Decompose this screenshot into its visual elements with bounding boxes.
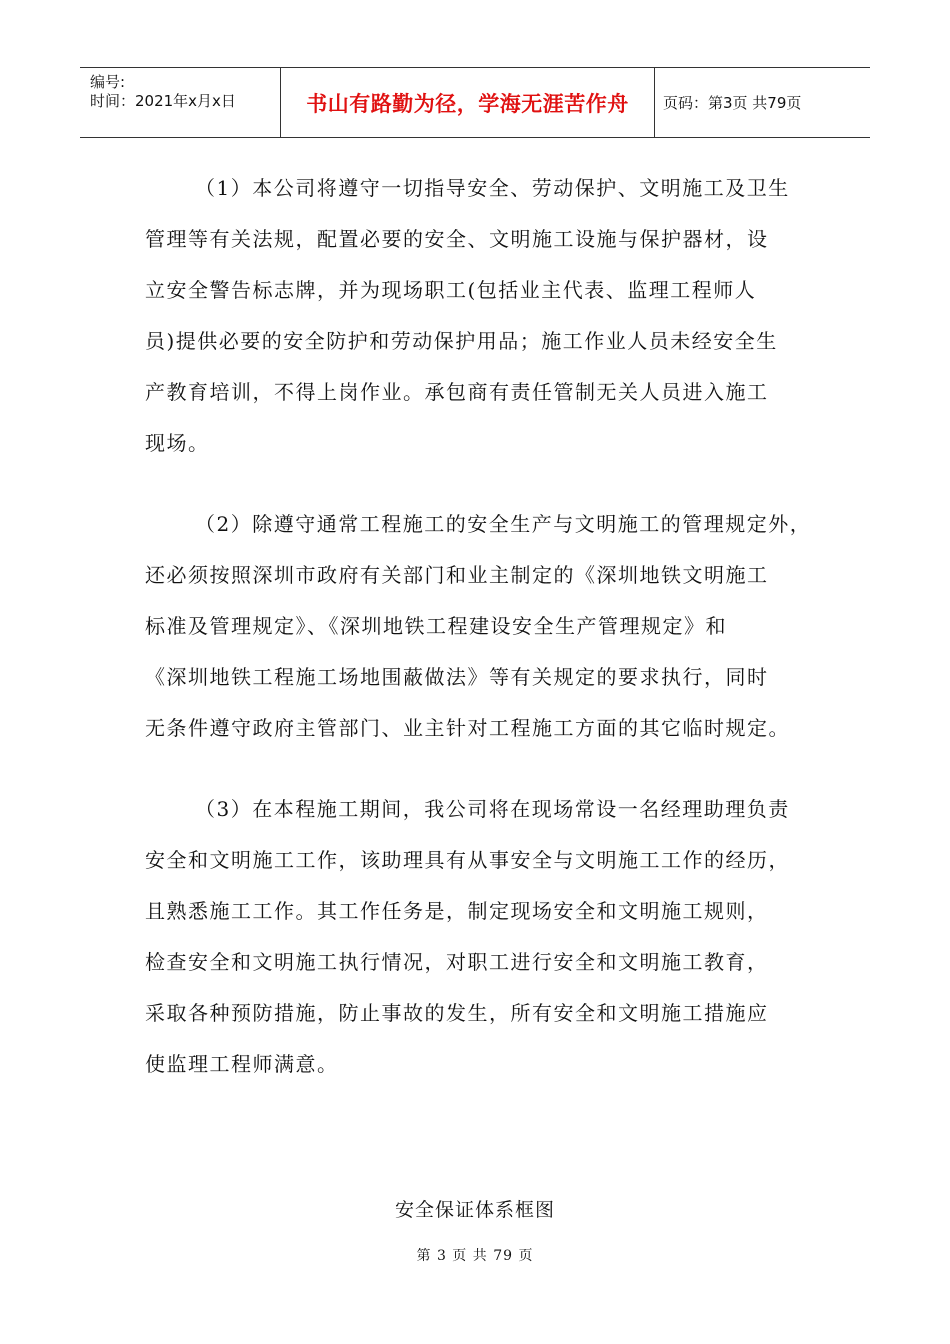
document-body bbox=[145, 163, 825, 1120]
header-motto-cell bbox=[281, 68, 655, 137]
diagram-title: 安全保证体系框图 bbox=[394, 1199, 555, 1221]
paragraph-3 bbox=[145, 784, 825, 1090]
paragraph-1 bbox=[145, 163, 825, 469]
paragraph-line: 员)提供必要的安全防护和劳动保护用品；施工作业人员未经安全生 bbox=[145, 329, 778, 353]
paragraph-line: 管理等有关法规，配置必要的安全、文明施工设施与保护器材，设 bbox=[145, 227, 769, 251]
paragraph-line: 立安全警告标志牌，并为现场职工(包括业主代表、监理工程师人 bbox=[145, 278, 757, 302]
paragraph-line: 标准及管理规定》、《深圳地铁工程建设安全生产管理规定》和 bbox=[145, 614, 727, 638]
number-label: 编号: bbox=[90, 73, 126, 91]
paragraph-line: 产教育培训，不得上岗作业。承包商有责任管制无关人员进入施工 bbox=[145, 380, 769, 404]
paragraph-line: 《深圳地铁工程施工场地围蔽做法》等有关规定的要求执行，同时 bbox=[145, 665, 769, 689]
paragraph-line: （1）本公司将遵守一切指导安全、劳动保护、文明施工及卫生 bbox=[195, 176, 790, 200]
paragraph-line: 还必须按照深圳市政府有关部门和业主制定的《深圳地铁文明施工 bbox=[145, 563, 769, 587]
paragraph-line: 采取各种预防措施，防止事故的发生，所有安全和文明施工措施应 bbox=[145, 1001, 769, 1025]
page-info: 页码：第3页 共79页 bbox=[663, 94, 802, 112]
paragraph-line: 检查安全和文明施工执行情况，对职工进行安全和文明施工教育， bbox=[145, 950, 769, 974]
paragraph-line: 且熟悉施工工作。其工作任务是，制定现场安全和文明施工规则， bbox=[145, 899, 769, 923]
paragraph-2 bbox=[145, 499, 825, 754]
page-header bbox=[80, 67, 870, 138]
time-label: 时间：2021年x月x日 bbox=[90, 92, 236, 110]
header-meta bbox=[80, 68, 281, 137]
paragraph-line: 现场。 bbox=[145, 431, 210, 455]
paragraph-line: （2）除遵守通常工程施工的安全生产与文明施工的管理规定外， bbox=[195, 512, 812, 536]
header-page-info-cell bbox=[655, 68, 870, 137]
paragraph-line: 无条件遵守政府主管部门、业主针对工程施工方面的其它临时规定。 bbox=[145, 716, 790, 740]
motto: 书山有路勤为径，学海无涯苦作舟 bbox=[306, 91, 629, 116]
paragraph-line: （3）在本程施工期间，我公司将在现场常设一名经理助理负责 bbox=[195, 797, 790, 821]
paragraph-line: 使监理工程师满意。 bbox=[145, 1052, 339, 1076]
page-footer: 第 3 页 共 79 页 bbox=[416, 1248, 534, 1264]
paragraph-line: 安全和文明施工工作，该助理具有从事安全与文明施工工作的经历， bbox=[145, 848, 790, 872]
